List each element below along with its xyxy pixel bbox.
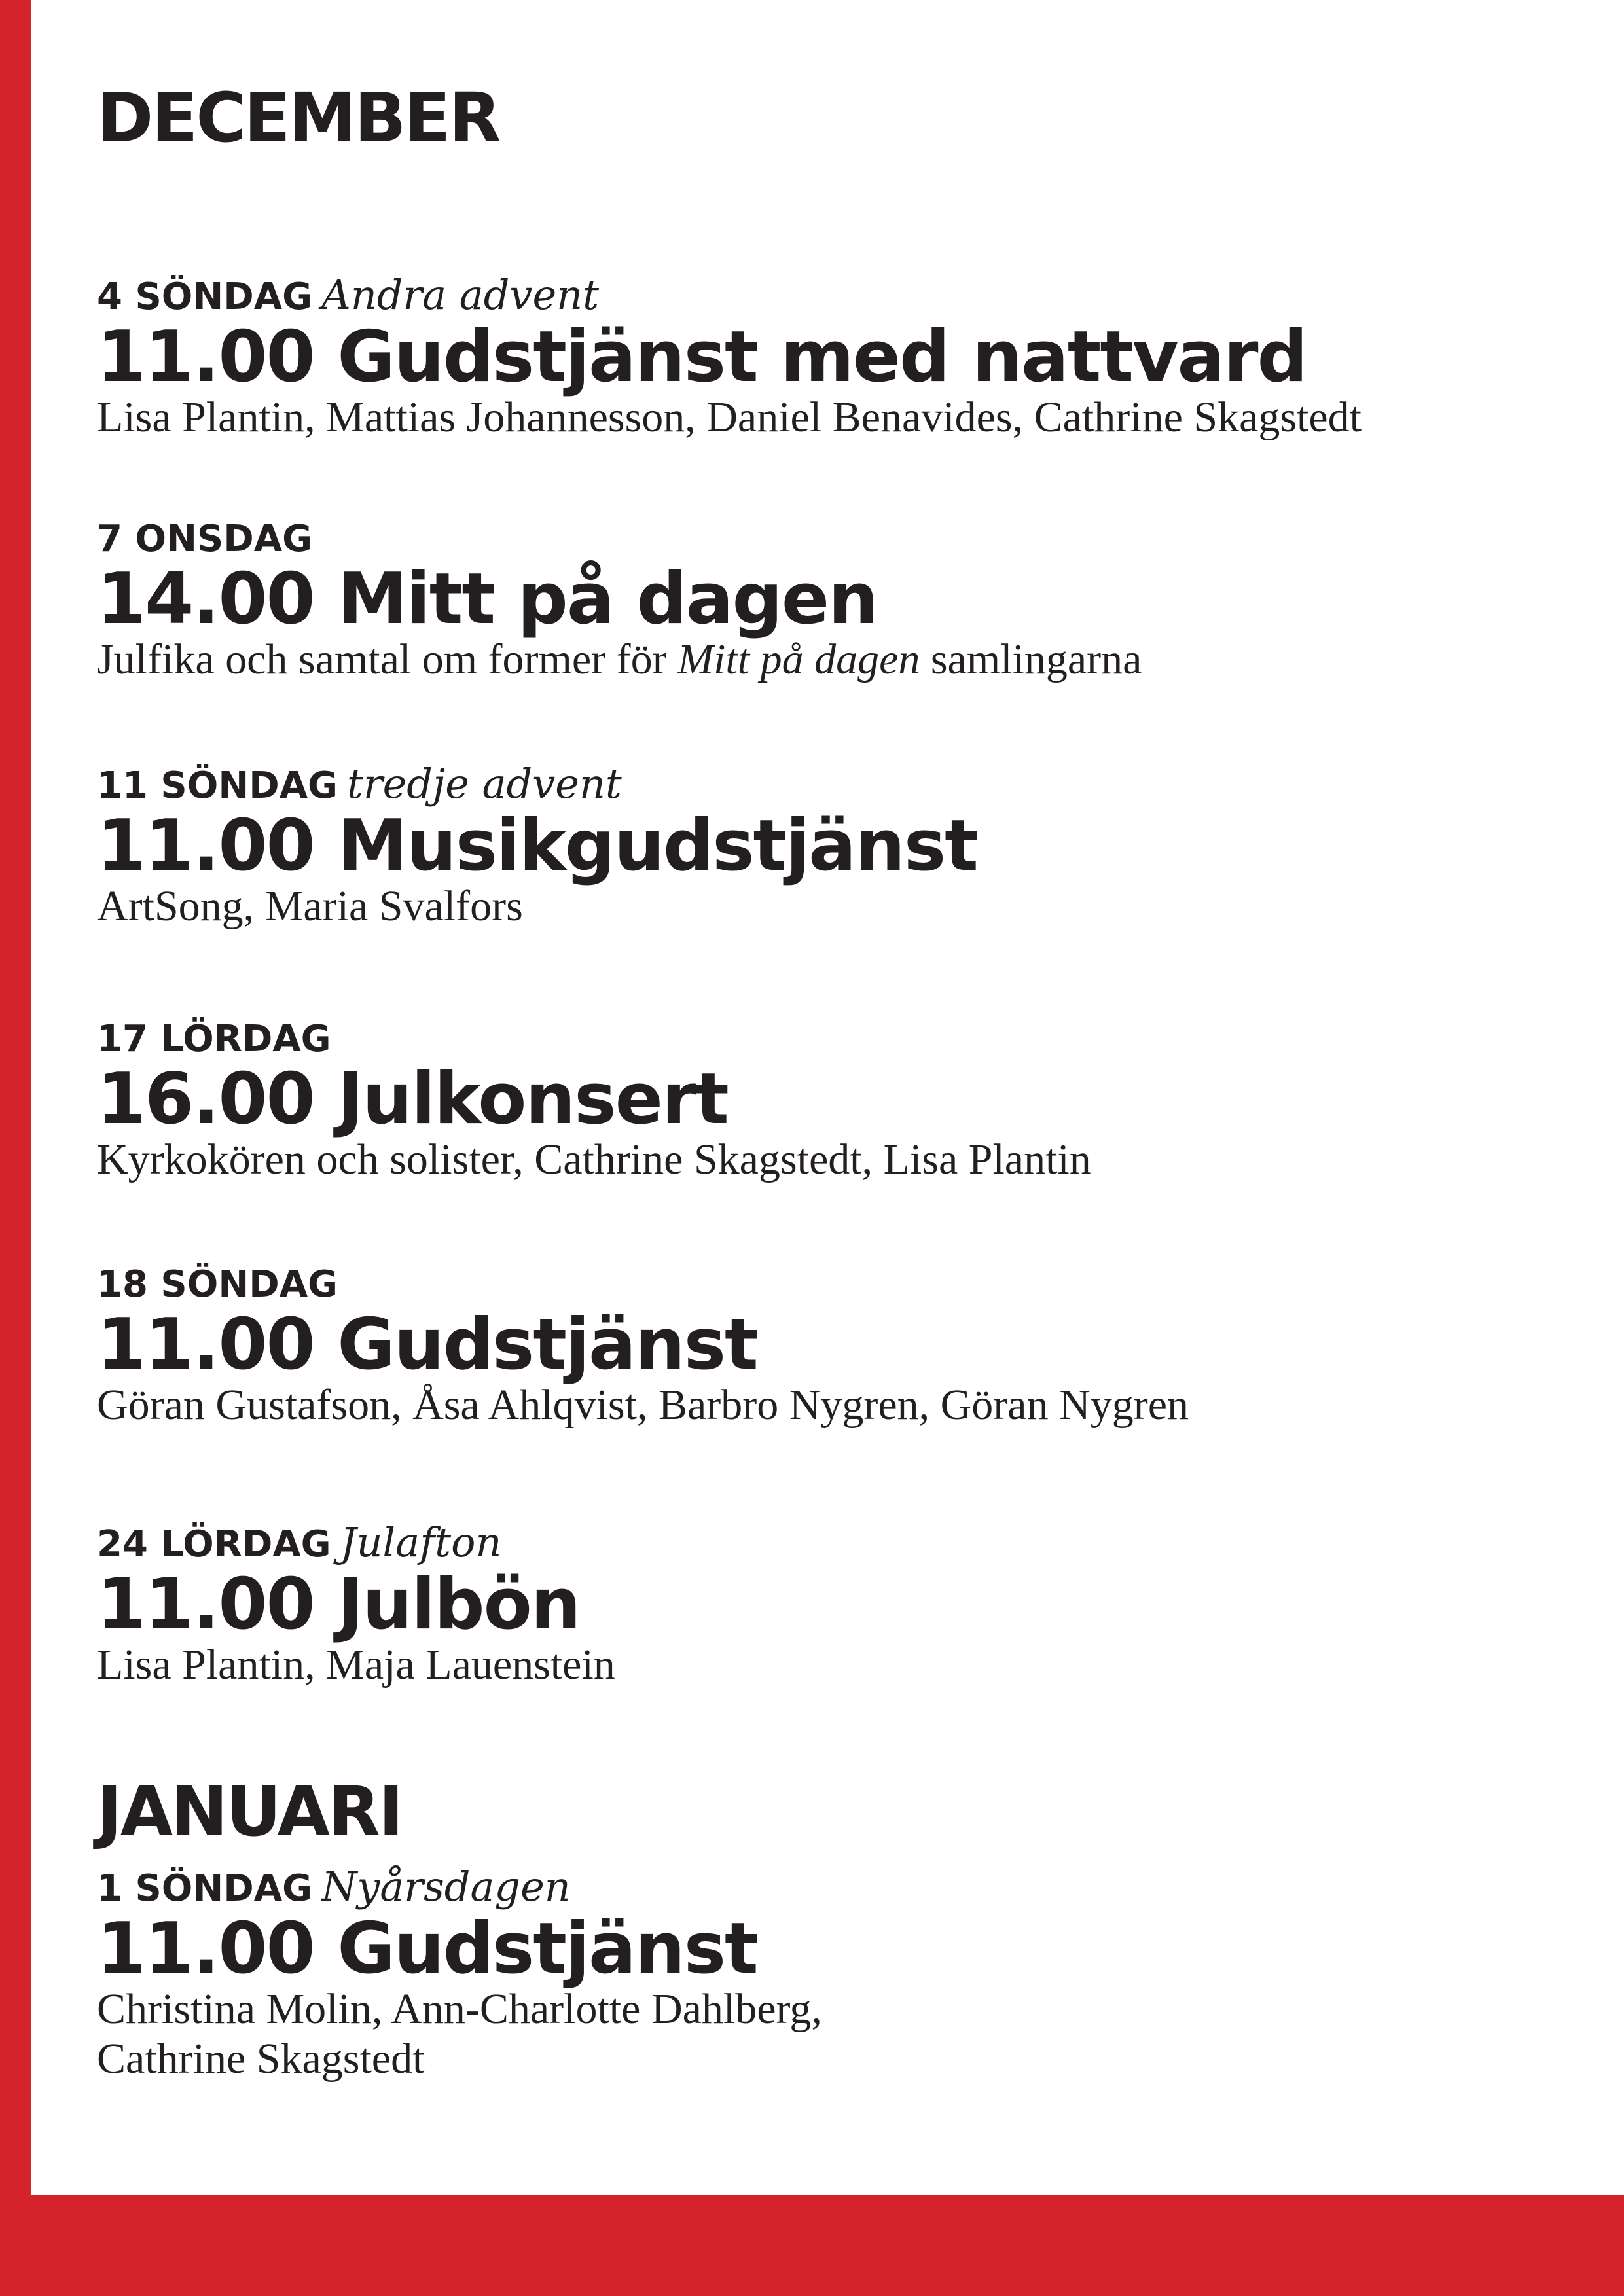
event-dec-18 xyxy=(97,1263,1189,1430)
event-title: 14.00 Mitt på dagen xyxy=(97,558,877,640)
event-dec-24 xyxy=(97,1518,615,1690)
event-performers-line-2: Cathrine Skagstedt xyxy=(97,2035,425,2083)
event-dec-11 xyxy=(97,760,977,931)
event-performers-line-1: Christina Molin, Ann-Charlotte Dahlberg, xyxy=(97,1985,822,2033)
month-heading-januari: JANUARI xyxy=(97,1772,402,1852)
event-date-line xyxy=(97,1263,1189,1306)
event-date-line xyxy=(97,1863,822,1910)
event-date-line xyxy=(97,271,1362,319)
event-dec-17 xyxy=(97,1018,1091,1185)
event-performers: ArtSong, Maria Svalfors xyxy=(97,882,523,930)
event-day: 24 LÖRDAG xyxy=(97,1523,331,1566)
event-occasion: Julafton xyxy=(340,1518,502,1566)
event-day: 18 SÖNDAG xyxy=(97,1263,338,1306)
event-title: 11.00 Musikgudstjänst xyxy=(97,805,977,887)
event-title: 11.00 Gudstjänst xyxy=(97,1908,757,1990)
event-day: 11 SÖNDAG xyxy=(97,764,338,807)
red-frame-left xyxy=(0,0,31,2296)
event-performers: Lisa Plantin, Mattias Johannesson, Daniel Benavides, Cathrine Skagstedt xyxy=(97,393,1362,441)
event-dec-7 xyxy=(97,518,1142,685)
event-performers xyxy=(97,635,1142,685)
event-date-line xyxy=(97,1018,1091,1060)
event-title: 16.00 Julkonsert xyxy=(97,1058,728,1140)
event-title: 11.00 Gudstjänst xyxy=(97,1304,757,1386)
event-performers-text: Julfika och samtal om former för xyxy=(97,636,667,683)
red-frame-bottom xyxy=(0,2195,1624,2296)
event-performers: Lisa Plantin, Maja Lauenstein xyxy=(97,1641,615,1689)
event-title: 11.00 Julbön xyxy=(97,1564,580,1645)
event-performers-text-end: samlingarna xyxy=(930,636,1142,683)
event-date-line xyxy=(97,1518,615,1566)
event-date-line xyxy=(97,760,977,808)
month-heading-december: DECEMBER xyxy=(97,78,499,158)
event-performers: Göran Gustafson, Åsa Ahlqvist, Barbro Nygren, Göran Nygren xyxy=(97,1381,1189,1429)
event-occasion: Nyårsdagen xyxy=(321,1863,571,1910)
event-day: 4 SÖNDAG xyxy=(97,276,313,318)
event-jan-1 xyxy=(97,1863,822,2084)
event-title: 11.00 Gudstjänst med nattvard xyxy=(97,316,1307,398)
event-performers: Kyrkokören och solister, Cathrine Skagstedt, Lisa Plantin xyxy=(97,1136,1091,1183)
event-day: 1 SÖNDAG xyxy=(97,1867,313,1910)
event-occasion: tredje advent xyxy=(347,760,622,808)
event-occasion: Andra advent xyxy=(321,271,599,319)
event-day: 7 ONSDAG xyxy=(97,518,313,560)
event-performers-italic: Mitt på dagen xyxy=(677,636,920,683)
event-dec-4 xyxy=(97,271,1362,442)
event-day: 17 LÖRDAG xyxy=(97,1018,331,1060)
event-date-line xyxy=(97,518,1142,560)
